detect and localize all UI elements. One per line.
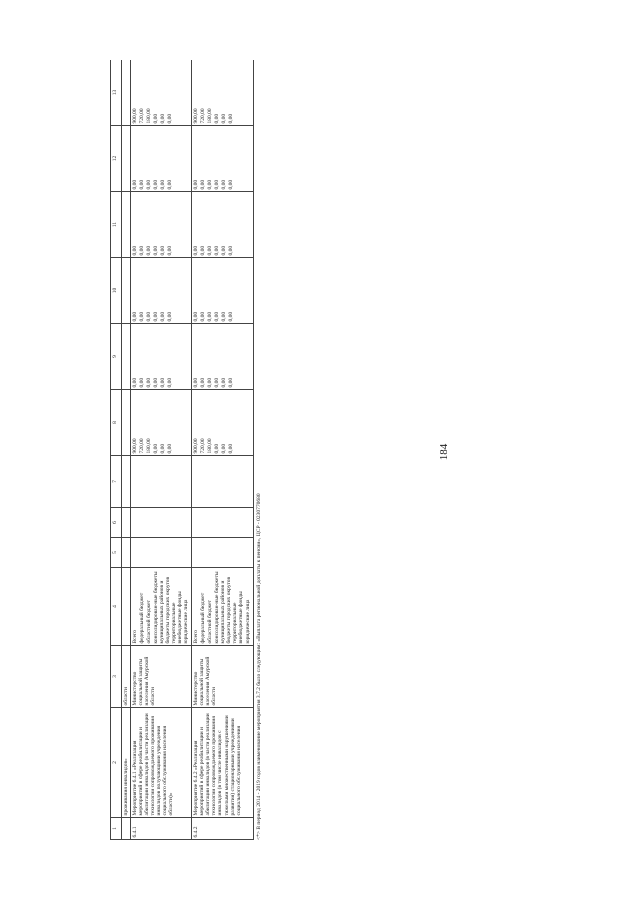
page-number: 184 [438, 443, 450, 461]
measure-name: Мероприятие 6.4.1 «Реализация мероприятий в сфере реабилитации и абилитации инвалидов (в части реализации технологии сопровождаемого проживания инвалидов получающими учреждения социального обслуживания населения области)» [131, 708, 192, 818]
executor: Министерство социальной защиты населения Амурской области [131, 646, 192, 708]
value: 0,00 [228, 113, 235, 124]
table-row [131, 60, 192, 840]
source-item: юридические лица [183, 599, 190, 644]
value: 0,00 [160, 113, 167, 124]
value-col-10 [192, 258, 253, 324]
col-header: 11 [111, 192, 122, 258]
value: 0,00 [200, 377, 207, 388]
value: 0,00 [160, 245, 167, 256]
table-row [192, 60, 253, 840]
col-header: 12 [111, 126, 122, 192]
value: 0,00 [167, 245, 174, 256]
value: 0,00 [214, 179, 221, 190]
source-item: федеральный бюджет [139, 592, 146, 644]
value: 900,00 [132, 438, 139, 454]
value-col-11 [131, 192, 192, 258]
document-sheet [110, 60, 440, 840]
col-header: 13 [111, 60, 122, 126]
row-number: 6.4.2 [192, 818, 253, 840]
value: 0,00 [153, 377, 160, 388]
value: 0,00 [193, 311, 200, 322]
value: 0,00 [221, 113, 228, 124]
source-item: консолидирован-ные бюджеты муниципальных районов и бюджеты городских округов [214, 571, 233, 644]
source-item: консолидирован-ные бюджеты муниципальных районов и бюджеты городских округов [153, 571, 172, 644]
col-header: 2 [111, 708, 122, 818]
value: 0,00 [132, 377, 139, 388]
executor: Министерство социальной защиты населения Амурской области [192, 646, 253, 708]
value: 0,00 [139, 245, 146, 256]
value-col-8 [131, 390, 192, 456]
value: 180,00 [146, 438, 153, 454]
value: 0,00 [214, 443, 221, 454]
value: 0,00 [139, 377, 146, 388]
value: 0,00 [193, 245, 200, 256]
value: 0,00 [153, 179, 160, 190]
value-col-12 [131, 126, 192, 192]
value: 0,00 [221, 377, 228, 388]
cell [192, 456, 253, 508]
value: 900,00 [193, 438, 200, 454]
value: 0,00 [160, 443, 167, 454]
value: 720,00 [139, 438, 146, 454]
source-item: территориальные внебюджетные фонды [171, 591, 184, 644]
row-number: 6.4.1 [131, 818, 192, 840]
value: 0,00 [200, 311, 207, 322]
value: 0,00 [132, 179, 139, 190]
header-row [111, 60, 122, 840]
value-col-10 [131, 258, 192, 324]
value-col-9 [192, 324, 253, 390]
value: 0,00 [214, 311, 221, 322]
value: 0,00 [193, 377, 200, 388]
value: 0,00 [146, 245, 153, 256]
value: 0,00 [214, 245, 221, 256]
source-item: Всего [193, 630, 200, 644]
value: 0,00 [214, 377, 221, 388]
continuation-row [122, 60, 131, 840]
value: 0,00 [221, 443, 228, 454]
measure-name: Мероприятие 6.4.2 «Реализация мероприятий в сфере реабилитации и абилитации инвалидов (в части реализации технологии сопровождаемого проживания инвалидов (в том числе инвалидов с тяжелыми множественными нарушениями развития) стационарными учреждениями социального обслуживания населения [192, 708, 253, 818]
value: 0,00 [200, 245, 207, 256]
value: 900,00 [132, 108, 139, 124]
source-item: территориальные внебюджетные фонды [232, 591, 245, 644]
value-col-9 [131, 324, 192, 390]
value: 720,00 [139, 108, 146, 124]
value: 0,00 [207, 377, 214, 388]
funding-sources [131, 568, 192, 646]
footnote: <*> В период 2014 - 2019 годов наименование мероприятия 3.7.2 было следующим: «Выплата региональной доплаты к пенсии», ЦСР - 0230770680 [255, 493, 262, 840]
value: 900,00 [193, 108, 200, 124]
value: 0,00 [132, 245, 139, 256]
value: 0,00 [207, 245, 214, 256]
value: 0,00 [132, 311, 139, 322]
value: 0,00 [167, 377, 174, 388]
value: 180,00 [146, 108, 153, 124]
value: 0,00 [160, 377, 167, 388]
value: 0,00 [153, 311, 160, 322]
col-header: 4 [111, 568, 122, 646]
value: 0,00 [167, 443, 174, 454]
cell [122, 818, 131, 840]
col-header: 8 [111, 390, 122, 456]
value: 0,00 [228, 311, 235, 322]
value: 0,00 [221, 245, 228, 256]
value: 0,00 [160, 179, 167, 190]
col-header: 5 [111, 538, 122, 568]
source-item: Всего [132, 630, 139, 644]
value: 0,00 [167, 179, 174, 190]
value: 0,00 [167, 311, 174, 322]
value: 0,00 [221, 311, 228, 322]
value: 0,00 [228, 179, 235, 190]
cell [131, 538, 192, 568]
value: 0,00 [214, 113, 221, 124]
col-header: 6 [111, 508, 122, 538]
rotated-table-container [110, 60, 440, 840]
cell [192, 538, 253, 568]
budget-table [110, 60, 254, 840]
value: 180,00 [207, 108, 214, 124]
value: 0,00 [167, 113, 174, 124]
cell [131, 508, 192, 538]
value: 720,00 [200, 108, 207, 124]
value: 0,00 [200, 179, 207, 190]
value: 0,00 [221, 179, 228, 190]
cell [131, 456, 192, 508]
value: 0,00 [153, 443, 160, 454]
value: 0,00 [153, 245, 160, 256]
value: 0,00 [207, 311, 214, 322]
source-item: федеральный бюджет [200, 592, 207, 644]
value: 0,00 [207, 179, 214, 190]
col-header: 1 [111, 818, 122, 840]
value: 0,00 [228, 377, 235, 388]
value: 0,00 [228, 443, 235, 454]
source-item: областной бюджет [207, 600, 214, 644]
source-item: юридические лица [244, 599, 251, 644]
value: 180,00 [207, 438, 214, 454]
value-col-12 [192, 126, 253, 192]
cell [192, 508, 253, 538]
value: 0,00 [193, 179, 200, 190]
source-item: областной бюджет [146, 600, 153, 644]
col-header: 9 [111, 324, 122, 390]
value: 0,00 [146, 311, 153, 322]
value: 0,00 [146, 377, 153, 388]
cell-name-tail: проживания инвалидов» [122, 708, 131, 818]
value-col-13 [192, 60, 253, 126]
value: 0,00 [139, 179, 146, 190]
funding-sources [192, 568, 253, 646]
cell-exec-tail: области [122, 646, 131, 708]
value: 0,00 [153, 113, 160, 124]
col-header: 10 [111, 258, 122, 324]
value: 0,00 [228, 245, 235, 256]
value: 0,00 [146, 179, 153, 190]
value: 720,00 [200, 438, 207, 454]
value: 0,00 [139, 311, 146, 322]
col-header: 7 [111, 456, 122, 508]
value-col-8 [192, 390, 253, 456]
value-col-11 [192, 192, 253, 258]
value: 0,00 [160, 311, 167, 322]
value-col-13 [131, 60, 192, 126]
col-header: 3 [111, 646, 122, 708]
